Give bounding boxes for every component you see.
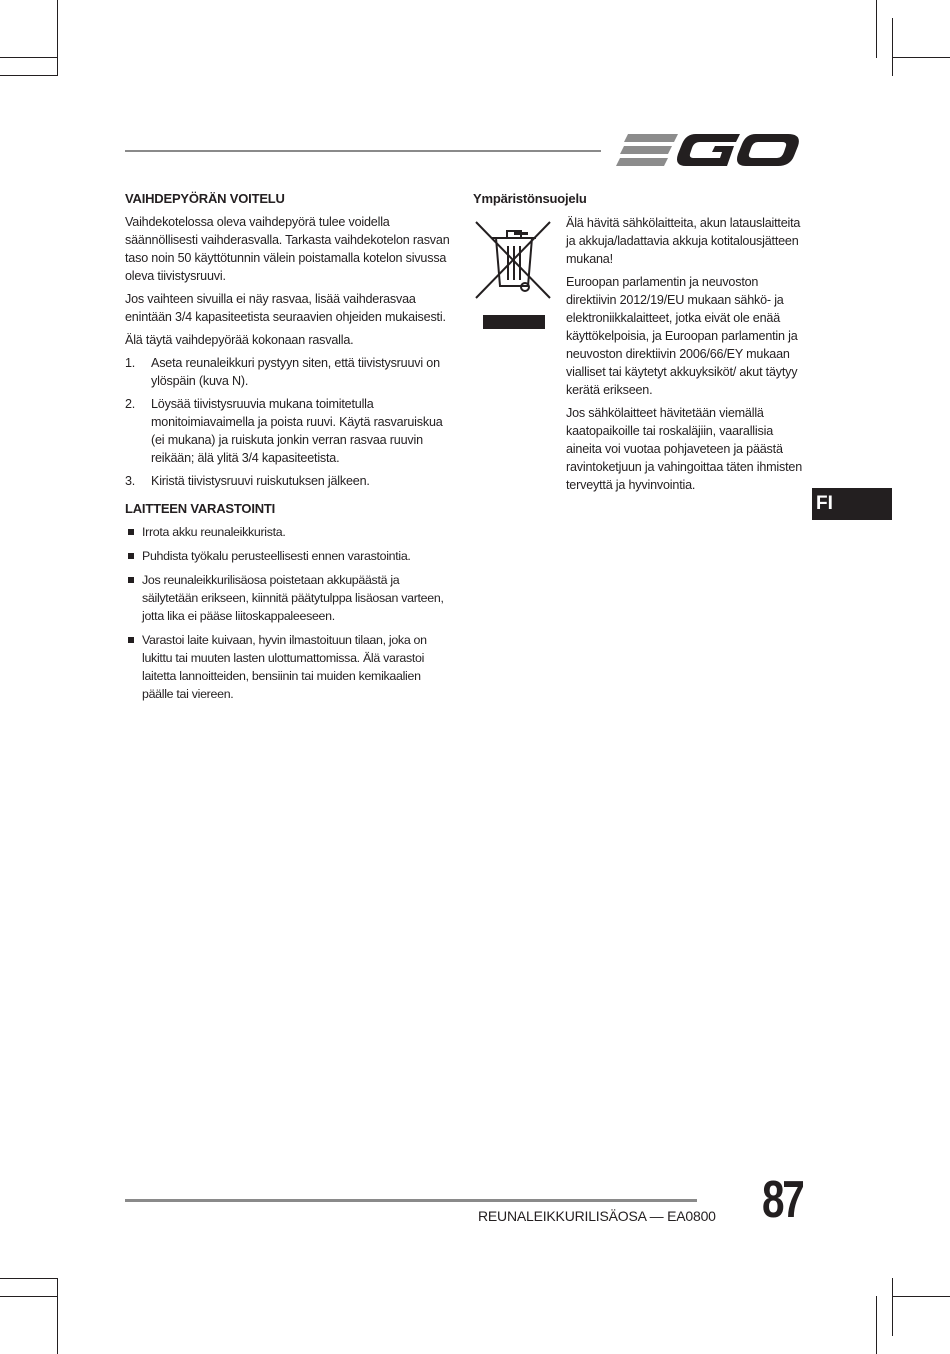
step-text: Aseta reunaleikkuri pystyyn siten, että tiivistysruuvi on ylöspäin (kuva N).: [151, 356, 440, 388]
crop-mark: [0, 75, 58, 76]
environment-text: [566, 214, 806, 499]
paragraph: Älä täytä vaihdepyörää kokonaan rasvalla.: [125, 333, 354, 347]
paragraph: Euroopan parlamentin ja neuvoston direktiivin 2012/19/EU mukaan sähkö- ja elektroniikkalaitteet, jotka eivät ole enää käyttökelpoisia, ja Euroopan parlamentin ja neuvoston direktiivin 2006/66/EY mukaan vialliset tai käytetyt akkuyksiköt/ akut täytyy kerätä erikseen.: [566, 275, 798, 397]
section-heading-storage: LAITTEEN VARASTOINTI: [125, 501, 276, 516]
bullet-square-icon: [125, 547, 142, 565]
ego-logo: [616, 128, 800, 177]
header-rule: [125, 150, 601, 152]
crop-mark: [0, 57, 58, 58]
bullet-item: [125, 631, 455, 703]
paragraph: Vaihdekotelossa oleva vaihdepyörä tulee voidella säännöllisesti vaihderasvalla. Tarkasta vaihdekotelon rasvan taso noin 50 käyttötunnin välein poistamalla kotelon sivussa oleva tiivistysruuvi.: [125, 215, 450, 283]
crop-mark: [57, 1278, 58, 1354]
paragraph: Älä hävitä sähkölaitteita, akun latauslaitteita ja akkuja/ladattavia akkuja kotitalousjätteen mukana!: [566, 216, 801, 266]
paragraph: Jos sähkölaitteet hävitetään viemällä kaatopaikoille tai roskaläjiin, vaarallisia aineita voi vuotaa pohjaveteen ja päästä ravintoketjuun ja vahingoittaa täten ihmisten terveyttä ja hyvinvointia.: [566, 406, 803, 492]
crop-mark: [892, 18, 893, 76]
numbered-step: [125, 354, 455, 390]
bullet-item: [125, 547, 455, 565]
bullet-text: Varastoi laite kuivaan, hyvin ilmastoituun tilaan, joka on lukittu tai muuten lasten ulottumattomissa. Älä varastoi laitetta lannoitteiden, bensiinin tai muiden kemikaalien päälle tai viereen.: [142, 633, 427, 701]
left-column: [125, 190, 455, 709]
page-number: 87: [762, 1171, 803, 1229]
numbered-step: [125, 395, 455, 467]
crop-mark: [876, 1296, 877, 1354]
crop-mark: [57, 0, 58, 76]
bullet-square-icon: [125, 631, 142, 703]
weee-crossed-bin-icon: [474, 220, 554, 337]
bullet-text: Jos reunaleikkurilisäosa poistetaan akkupäästä ja säilytetään erikseen, kiinnitä päätytulppa lisäosan varteen, jotta lika ei pääse liitoskappaleeseen.: [142, 573, 444, 623]
bullet-item: [125, 523, 455, 541]
paragraph: Jos vaihteen sivuilla ei näy rasvaa, lisää vaihderasvaa enintään 3/4 kapasiteetista seuraavien ohjeiden mukaisesti.: [125, 292, 446, 324]
step-number: 2.: [125, 397, 136, 411]
bullet-text: Irrota akku reunaleikkurista.: [142, 525, 286, 539]
crop-mark: [892, 1296, 950, 1297]
numbered-step: [125, 472, 455, 490]
step-number: 1.: [125, 356, 136, 370]
bullet-square-icon: [125, 571, 142, 625]
section-heading-gear-lubrication: VAIHDEPYÖRÄN VOITELU: [125, 191, 285, 206]
step-text: Löysää tiivistysruuvia mukana toimitetulla monitoimiavaimella ja poista ruuvi. Käytä rasvaruiskua (ei mukana) ja ruiskuta jonkin verran rasvaa ruuvin reikään; älä ylitä 3/4 kapasiteetista.: [151, 397, 443, 465]
crop-mark: [892, 57, 950, 58]
crop-mark: [892, 1278, 893, 1336]
footer-rule: [125, 1199, 697, 1202]
crop-mark: [0, 1278, 58, 1279]
footer-title: REUNALEIKKURILISÄOSA — EA0800: [478, 1208, 716, 1224]
language-tab: FI: [812, 488, 892, 520]
bullet-square-icon: [125, 523, 142, 541]
right-column: [473, 190, 803, 213]
bullet-item: [125, 571, 455, 625]
crop-mark: [876, 0, 877, 58]
step-text: Kiristä tiivistysruuvi ruiskutuksen jälkeen.: [151, 474, 370, 488]
bullet-text: Puhdista työkalu perusteellisesti ennen varastointia.: [142, 549, 411, 563]
crop-mark: [0, 1296, 58, 1297]
step-number: 3.: [125, 474, 136, 488]
section-heading-environment: Ympäristönsuojelu: [473, 191, 587, 206]
